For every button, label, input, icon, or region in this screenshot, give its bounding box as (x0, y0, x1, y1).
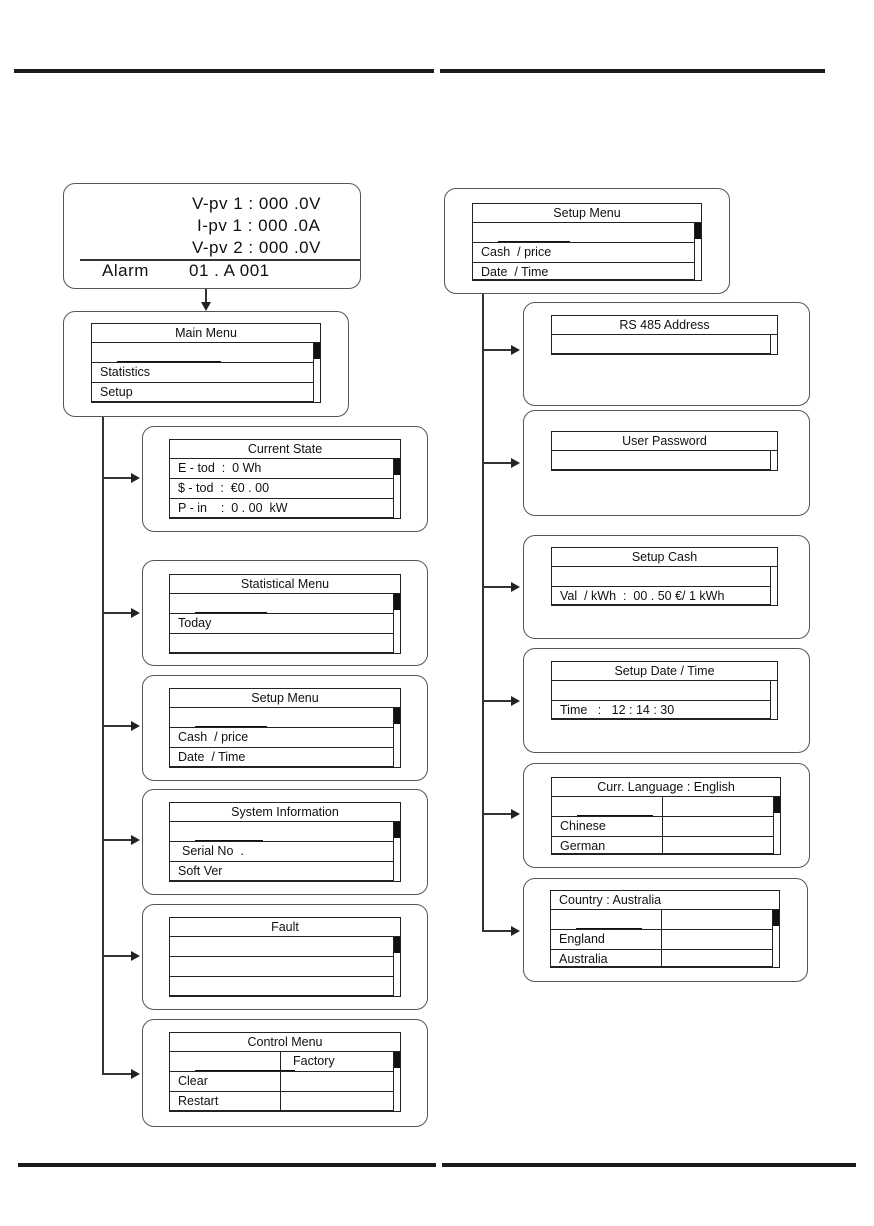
scrollbar[interactable] (393, 822, 400, 881)
scrollbar[interactable] (393, 459, 400, 518)
arrow-right-icon (511, 696, 520, 706)
current-state-title: Current State (170, 440, 400, 459)
fault-item-3[interactable] (170, 977, 394, 996)
scrollbar[interactable] (313, 343, 320, 402)
setup-cash-value[interactable]: Val / kWh : 00 . 50 €/ 1 kWh (552, 587, 771, 605)
branch-rs485 (482, 349, 512, 351)
rs485-title: RS 485 Address (552, 316, 777, 335)
scrollbar[interactable] (770, 335, 777, 354)
arrow-right-icon (511, 926, 520, 936)
scrollbar-thumb[interactable] (394, 594, 400, 610)
arrow-down-icon (201, 302, 211, 311)
fault-panel (142, 904, 428, 1010)
statistical-menu-lcd (169, 574, 401, 654)
current-state-power-in: P - in : 0 . 00 kW (170, 499, 394, 518)
statistical-menu-panel (142, 560, 428, 666)
current-state-cash-today: $ - tod : €0 . 00 (170, 479, 394, 499)
top-rule-right (440, 69, 825, 73)
control-menu-item-clear[interactable]: Clear (170, 1072, 394, 1092)
password-panel (523, 410, 810, 516)
setup-cash-type[interactable] (552, 567, 771, 587)
country-panel (523, 878, 808, 982)
setup-menu-right-lcd (472, 203, 702, 281)
country-title: Country : Australia (551, 891, 779, 910)
branch-country (482, 930, 512, 932)
scrollbar-thumb[interactable] (394, 822, 400, 838)
system-info-item-soft-ver[interactable]: Soft Ver (170, 862, 394, 881)
system-info-item-part-no[interactable] (170, 822, 394, 842)
current-state-lcd (169, 439, 401, 519)
arrow-right-icon (511, 345, 520, 355)
branch-statistical-menu (102, 612, 132, 614)
scrollbar[interactable] (393, 708, 400, 767)
setup-menu-right-item-address[interactable] (473, 223, 695, 243)
scrollbar-thumb[interactable] (314, 343, 320, 359)
control-menu-lcd (169, 1032, 401, 1112)
country-item-australia[interactable]: Australia (551, 950, 773, 967)
fault-item-1[interactable] (170, 937, 394, 957)
main-menu-item-monit-param[interactable] (92, 343, 314, 363)
scrollbar[interactable] (772, 910, 779, 967)
display-line-vpv1: V-pv 1 : 000 .0V (192, 194, 321, 213)
left-trunk-line (102, 417, 104, 1075)
fault-title: Fault (170, 918, 400, 937)
setup-menu-right-item-datetime[interactable]: Date / Time (473, 263, 695, 280)
setup-menu-left-panel (142, 675, 428, 781)
statistical-menu-item-empty (170, 634, 394, 653)
setup-datetime-panel (523, 648, 810, 753)
scrollbar[interactable] (393, 594, 400, 653)
arrow-right-icon (131, 1069, 140, 1079)
control-menu-title: Control Menu (170, 1033, 400, 1052)
setup-cash-panel (523, 535, 810, 639)
branch-setup-datetime (482, 700, 512, 702)
language-lcd (551, 777, 781, 855)
branch-language (482, 813, 512, 815)
scrollbar-thumb[interactable] (394, 459, 400, 475)
password-lcd (551, 431, 778, 471)
scrollbar-thumb[interactable] (774, 797, 780, 813)
setup-menu-left-lcd (169, 688, 401, 768)
alarm-code: 01 . A 001 (189, 261, 270, 280)
setup-menu-right-item-cash[interactable]: Cash / price (473, 243, 695, 263)
statistical-menu-item-lifetime[interactable] (170, 594, 394, 614)
scrollbar[interactable] (694, 223, 701, 280)
statistical-menu-title: Statistical Menu (170, 575, 400, 594)
system-info-title: System Information (170, 803, 400, 822)
language-column-right (662, 797, 774, 854)
scrollbar-thumb[interactable] (394, 1052, 400, 1068)
setup-datetime-title: Setup Date / Time (552, 662, 777, 681)
country-item-england[interactable]: England (551, 930, 773, 950)
branch-fault (102, 955, 132, 957)
main-menu-item-setup[interactable]: Setup (92, 383, 314, 402)
language-panel (523, 763, 810, 868)
current-state-energy-today: E - tod : 0 Wh (170, 459, 394, 479)
branch-setup-menu (102, 725, 132, 727)
display-line-ipv1: I-pv 1 : 000 .0A (197, 216, 321, 235)
right-trunk-line (482, 294, 484, 931)
setup-cash-lcd (551, 547, 778, 606)
scrollbar[interactable] (770, 567, 777, 605)
scrollbar[interactable] (770, 451, 777, 470)
alarm-label: Alarm (102, 261, 149, 280)
rs485-panel (523, 302, 810, 406)
branch-current-state (102, 477, 132, 479)
setup-cash-title: Setup Cash (552, 548, 777, 567)
arrow-right-icon (131, 473, 140, 483)
scrollbar-thumb[interactable] (695, 223, 701, 239)
country-lcd (550, 890, 780, 968)
display-to-main-line (205, 289, 207, 303)
setup-menu-right-panel (444, 188, 730, 294)
scrollbar[interactable] (393, 937, 400, 996)
setup-menu-left-item-cash[interactable]: Cash / price (170, 728, 394, 748)
arrow-right-icon (131, 835, 140, 845)
main-menu-item-statistics[interactable]: Statistics (92, 363, 314, 383)
current-state-panel (142, 426, 428, 532)
branch-password (482, 462, 512, 464)
top-rule (14, 69, 434, 73)
language-title: Curr. Language : English (552, 778, 780, 797)
scrollbar-thumb[interactable] (773, 910, 779, 926)
setup-menu-right-title: Setup Menu (473, 204, 701, 223)
setup-menu-left-title: Setup Menu (170, 689, 400, 708)
scrollbar-thumb[interactable] (394, 937, 400, 953)
bottom-rule (18, 1163, 436, 1167)
language-item-german[interactable]: German (552, 837, 774, 854)
display-panel (63, 183, 361, 289)
fault-lcd (169, 917, 401, 997)
scrollbar[interactable] (773, 797, 780, 854)
setup-datetime-date[interactable] (552, 681, 771, 701)
system-info-panel (142, 789, 428, 895)
setup-datetime-lcd (551, 661, 778, 720)
arrow-right-icon (511, 582, 520, 592)
setup-menu-left-item-address[interactable] (170, 708, 394, 728)
setup-menu-left-item-datetime[interactable]: Date / Time (170, 748, 394, 767)
statistical-menu-item-today[interactable]: Today (170, 614, 394, 634)
main-menu-lcd (91, 323, 321, 403)
control-menu-item-restart[interactable]: Restart (170, 1092, 394, 1111)
rs485-address-input[interactable] (552, 335, 771, 354)
setup-datetime-time[interactable]: Time : 12 : 14 : 30 (552, 701, 771, 719)
bottom-rule-right (442, 1163, 856, 1167)
arrow-right-icon (511, 458, 520, 468)
system-info-item-serial-no[interactable]: Serial No . (170, 842, 394, 862)
rs485-lcd (551, 315, 778, 355)
branch-control-menu (102, 1073, 132, 1075)
arrow-right-icon (511, 809, 520, 819)
branch-system-info (102, 839, 132, 841)
control-menu-item-factory[interactable]: Factory (280, 1052, 394, 1111)
arrow-right-icon (131, 608, 140, 618)
language-item-chinese[interactable]: Chinese (552, 817, 774, 837)
password-input[interactable] (552, 451, 771, 470)
scrollbar-thumb[interactable] (394, 708, 400, 724)
main-menu-panel (63, 311, 349, 417)
system-info-lcd (169, 802, 401, 882)
country-column-right (661, 910, 773, 967)
arrow-right-icon (131, 951, 140, 961)
display-line-vpv2: V-pv 2 : 000 .0V (192, 238, 321, 257)
control-menu-panel (142, 1019, 428, 1127)
branch-setup-cash (482, 586, 512, 588)
fault-item-2[interactable] (170, 957, 394, 977)
scrollbar[interactable] (393, 1052, 400, 1111)
password-title: User Password (552, 432, 777, 451)
scrollbar[interactable] (770, 681, 777, 719)
main-menu-title: Main Menu (92, 324, 320, 343)
arrow-right-icon (131, 721, 140, 731)
